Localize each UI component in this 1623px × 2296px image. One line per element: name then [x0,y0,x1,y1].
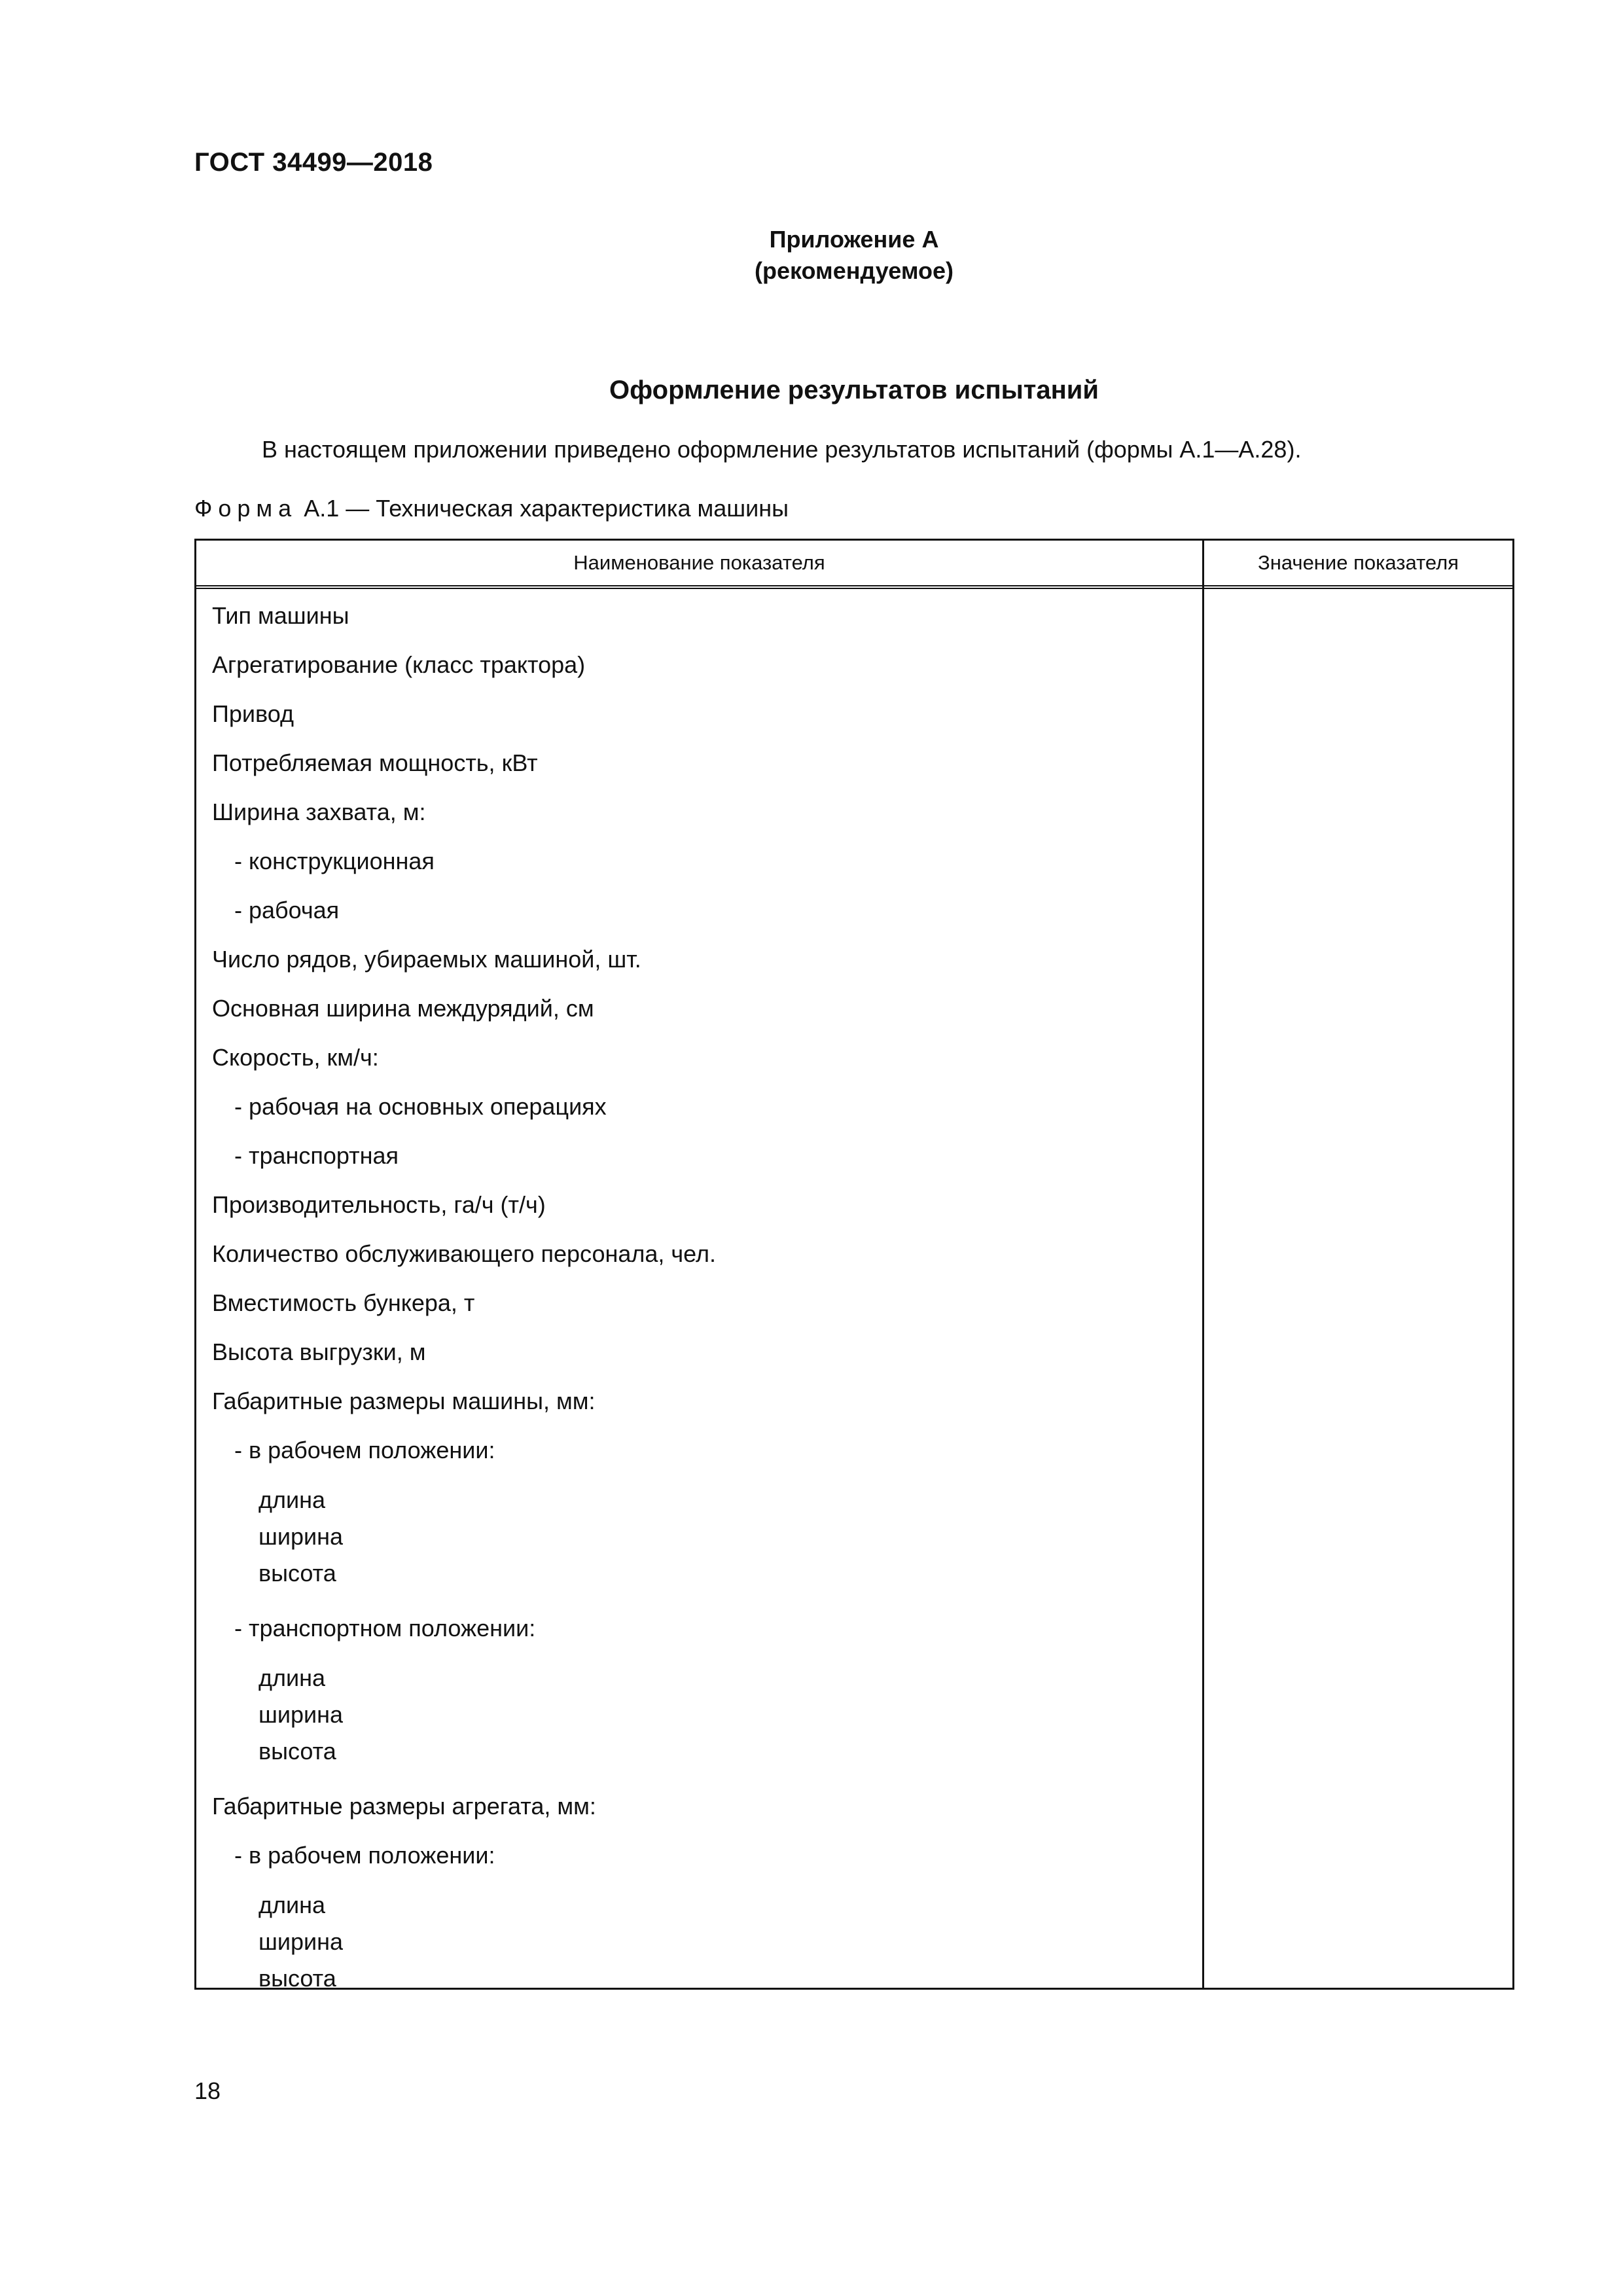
dimension-length: длина [259,1664,326,1691]
table-row: - рабочая на основных операциях [234,1093,607,1120]
dimension-group [212,1653,1194,1782]
annex-status: (рекомендуемое) [755,257,954,284]
dimension-height: высота [259,1738,336,1765]
table-header-row [196,541,1512,586]
form-caption [194,495,789,522]
table-row: - в рабочем положении: [234,1437,495,1463]
header-indicator-value: Значение показателя [1258,551,1459,574]
table-row: - рабочая [234,897,340,924]
table-body [212,591,1194,2009]
table-row: Вместимость бункера, т [212,1289,475,1316]
dimension-group [212,1475,1194,1604]
dimension-length: длина [259,1486,326,1513]
table-row: Тип машины [212,602,349,629]
annex-heading [0,224,1623,287]
form-caption-text: А.1 — Техническая характеристика машины [297,495,789,522]
dimension-width: ширина [259,1928,344,1955]
annex-title: Приложение А [769,226,939,253]
table-row: Габаритные размеры машины, мм: [212,1388,596,1414]
form-caption-word: Форма [194,495,298,522]
section-title: Оформление результатов испытаний [609,376,1099,404]
table-row: Агрегатирование (класс трактора) [212,651,586,678]
table-row: Производительность, га/ч (т/ч) [212,1191,546,1218]
table-row: Скорость, км/ч: [212,1044,379,1071]
table-row: Ширина захвата, м: [212,798,426,825]
table-row: Число рядов, убираемых машиной, шт. [212,946,641,973]
dimension-group [212,1880,1194,2009]
dimension-length: длина [259,1892,326,1918]
intro-paragraph: В настоящем приложении приведено оформление результатов испытаний (формы А.1—А.28). [262,436,1302,463]
document-code: ГОСТ 34499—2018 [194,148,433,177]
dimension-height: высота [259,1560,336,1587]
technical-characteristics-table [194,539,1514,1990]
table-row: Количество обслуживающего персонала, чел. [212,1240,716,1267]
table-row: Габаритные размеры агрегата, мм: [212,1793,596,1820]
dimension-width: ширина [259,1701,344,1728]
table-row: Высота выгрузки, м [212,1338,426,1365]
table-row: - транспортном положении: [234,1615,536,1641]
dimension-height: высота [259,1965,336,1992]
page-number: 18 [194,2077,221,2104]
table-row: - транспортная [234,1142,399,1169]
table-row: Потребляемая мощность, кВт [212,749,538,776]
table-row: - конструкционная [234,848,435,874]
table-row: Привод [212,700,294,727]
header-indicator-name: Наименование показателя [573,551,825,574]
column-divider [1202,541,1204,1988]
dimension-width: ширина [259,1523,344,1550]
table-row: Основная ширина междурядий, см [212,995,594,1022]
table-row: - в рабочем положении: [234,1842,495,1869]
